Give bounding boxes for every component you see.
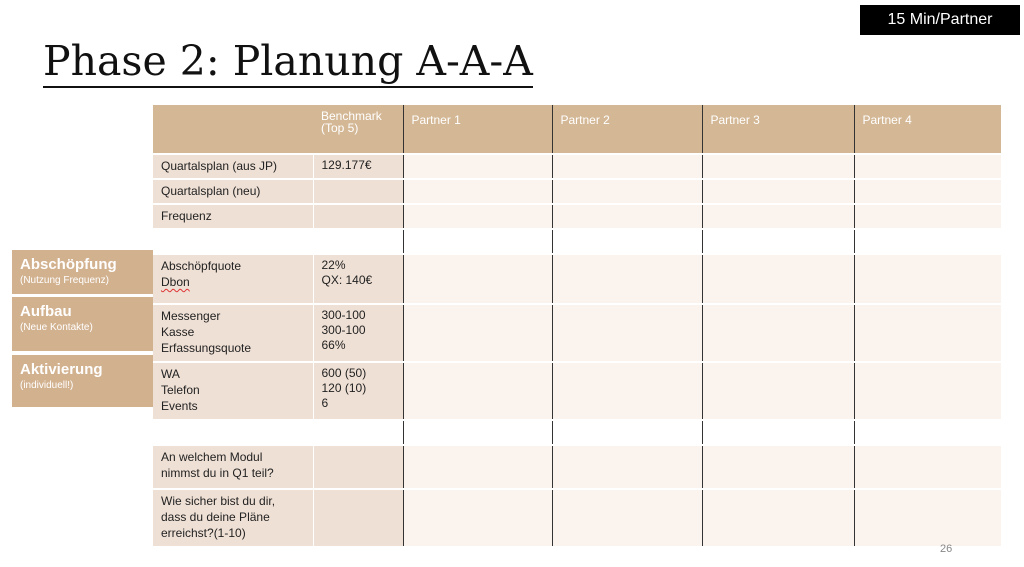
partner-3-cell[interactable] (702, 445, 854, 489)
row-label: Wie sicher bist du dir, dass du deine Pläne erreichst?(1-10) (153, 489, 313, 547)
benchmark-value (313, 445, 403, 489)
partner-4-cell[interactable] (854, 445, 1001, 489)
partner-1-header: Partner 1 (403, 105, 552, 154)
benchmark-value: 129.177€ (313, 154, 403, 179)
row-label: An welchem Modul nimmst du in Q1 teil? (153, 445, 313, 489)
partner-2-cell[interactable] (552, 362, 702, 420)
planning-table (153, 105, 1001, 548)
row-label: Quartalsplan (aus JP) (153, 154, 313, 179)
partner-1-cell[interactable] (403, 489, 552, 547)
row-label: WA Telefon Events (153, 362, 313, 420)
table-row (153, 154, 1001, 179)
partner-3-cell[interactable] (702, 489, 854, 547)
partner-3-cell[interactable] (702, 304, 854, 362)
partner-2-cell[interactable] (552, 179, 702, 204)
spacer-row (153, 420, 1001, 445)
table-row (153, 304, 1001, 362)
sidebar-title: Aufbau (20, 303, 72, 320)
partner-2-cell[interactable] (552, 204, 702, 229)
partner-2-cell[interactable] (552, 489, 702, 547)
partner-4-cell[interactable] (854, 489, 1001, 547)
table-row (153, 254, 1001, 304)
partner-3-cell[interactable] (702, 254, 854, 304)
sidebar-aufbau (12, 297, 153, 351)
table-header-row (153, 105, 1001, 154)
partner-1-cell[interactable] (403, 204, 552, 229)
sidebar-subtitle: (Nutzung Frequenz) (20, 275, 109, 286)
benchmark-value: 22% QX: 140€ (313, 254, 403, 304)
row-label: Frequenz (153, 204, 313, 229)
time-badge: 15 Min/Partner (860, 5, 1020, 35)
partner-4-cell[interactable] (854, 304, 1001, 362)
header-empty-cell (153, 105, 313, 154)
partner-3-cell[interactable] (702, 154, 854, 179)
partner-2-cell[interactable] (552, 445, 702, 489)
benchmark-value: 300-100 300-100 66% (313, 304, 403, 362)
partner-4-cell[interactable] (854, 362, 1001, 420)
sidebar-subtitle: (individuell!) (20, 380, 74, 391)
partner-2-cell[interactable] (552, 254, 702, 304)
table-row (153, 179, 1001, 204)
partner-2-cell[interactable] (552, 154, 702, 179)
slide-title: Phase 2: Planung A-A-A (43, 36, 533, 88)
table-row (153, 362, 1001, 420)
table-row (153, 489, 1001, 547)
partner-1-cell[interactable] (403, 179, 552, 204)
sidebar-title: Abschöpfung (20, 256, 117, 273)
sidebar-title: Aktivierung (20, 361, 103, 378)
row-label: Quartalsplan (neu) (153, 179, 313, 204)
benchmark-value (313, 179, 403, 204)
table-row (153, 445, 1001, 489)
sidebar-abschoepfung (12, 250, 153, 294)
partner-4-cell[interactable] (854, 179, 1001, 204)
partner-2-cell[interactable] (552, 304, 702, 362)
partner-2-header: Partner 2 (552, 105, 702, 154)
benchmark-value (313, 204, 403, 229)
row-label: Abschöpfquote Dbon (153, 254, 313, 304)
benchmark-value: 600 (50) 120 (10) 6 (313, 362, 403, 420)
sidebar-aktivierung (12, 355, 153, 407)
partner-4-cell[interactable] (854, 204, 1001, 229)
partner-1-cell[interactable] (403, 304, 552, 362)
benchmark-value (313, 489, 403, 547)
partner-4-header: Partner 4 (854, 105, 1001, 154)
partner-1-cell[interactable] (403, 154, 552, 179)
partner-1-cell[interactable] (403, 362, 552, 420)
partner-4-cell[interactable] (854, 154, 1001, 179)
partner-3-cell[interactable] (702, 362, 854, 420)
partner-3-header: Partner 3 (702, 105, 854, 154)
partner-4-cell[interactable] (854, 254, 1001, 304)
row-label: Messenger Kasse Erfassungsquote (153, 304, 313, 362)
partner-1-cell[interactable] (403, 254, 552, 304)
partner-1-cell[interactable] (403, 445, 552, 489)
partner-3-cell[interactable] (702, 179, 854, 204)
table-row (153, 204, 1001, 229)
partner-3-cell[interactable] (702, 204, 854, 229)
benchmark-header: Benchmark (Top 5) (313, 105, 403, 154)
page-number: 26 (940, 543, 953, 555)
spacer-row (153, 229, 1001, 254)
sidebar-subtitle: (Neue Kontakte) (20, 322, 93, 333)
